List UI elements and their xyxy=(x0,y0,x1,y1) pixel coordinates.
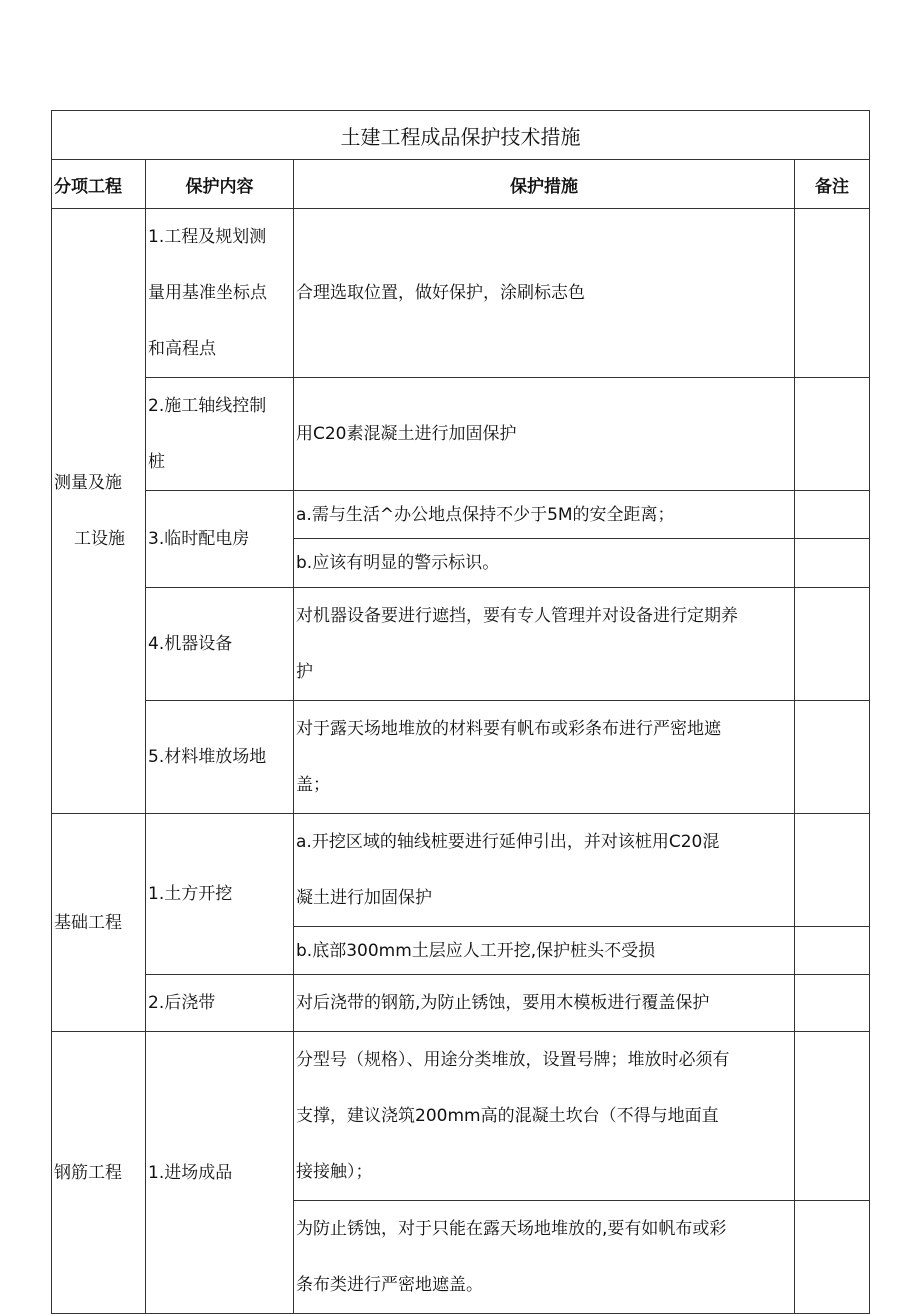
note-cell xyxy=(795,1201,870,1314)
category-survey-facilities xyxy=(52,209,146,814)
category-foundation: 基础工程 xyxy=(52,814,146,1032)
measure-line: 支撑，建议浇筑200mm高的混凝土坎台（不得与地面直 xyxy=(296,1106,719,1126)
content-cell xyxy=(146,209,294,378)
note-cell xyxy=(795,701,870,814)
measure-line: 为防止锈蚀，对于只能在露天场地堆放的,要有如帆布或彩 xyxy=(296,1219,727,1239)
content-cell: 3.临时配电房 xyxy=(146,491,294,588)
header-content: 保护内容 xyxy=(146,160,294,209)
note-cell xyxy=(795,1032,870,1201)
measure-cell xyxy=(294,701,795,814)
content-cell: 1.进场成品 xyxy=(146,1032,294,1314)
header-measures: 保护措施 xyxy=(294,160,795,209)
note-cell xyxy=(795,491,870,539)
category-line: 测量及施 xyxy=(54,473,122,493)
note-cell xyxy=(795,378,870,491)
note-cell xyxy=(795,927,870,975)
measure-cell: 用C20素混凝土进行加固保护 xyxy=(294,378,795,491)
measure-cell: 合理选取位置，做好保护，涂刷标志色 xyxy=(294,209,795,378)
header-notes: 备注 xyxy=(795,160,870,209)
note-cell xyxy=(795,814,870,927)
content-line: 和高程点 xyxy=(148,339,216,359)
category-rebar: 钢筋工程 xyxy=(52,1032,146,1314)
measure-line: 对机器设备要进行遮挡，要有专人管理并对设备进行定期养 xyxy=(296,606,738,626)
note-cell xyxy=(795,975,870,1032)
measure-line: 接接触）； xyxy=(296,1162,373,1182)
measure-cell: 对后浇带的钢筋,为防止锈蚀，要用木模板进行覆盖保护 xyxy=(294,975,795,1032)
content-line: 2.施工轴线控制 xyxy=(148,396,267,416)
measure-line: 凝土进行加固保护 xyxy=(296,888,432,908)
content-line: 量用基准坐标点 xyxy=(148,283,267,303)
measure-cell xyxy=(294,1201,795,1314)
measure-cell: b.应该有明显的警示标识。 xyxy=(294,539,795,588)
content-cell: 1.土方开挖 xyxy=(146,814,294,975)
header-category: 分项工程 xyxy=(52,160,146,209)
protection-measures-table xyxy=(51,110,870,1314)
content-line: 桩 xyxy=(148,452,165,472)
measure-cell xyxy=(294,588,795,701)
content-cell: 5.材料堆放场地 xyxy=(146,701,294,814)
content-line: 1.工程及规划测 xyxy=(148,227,267,247)
measure-line: 盖； xyxy=(296,775,330,795)
category-line: 工设施 xyxy=(74,529,125,549)
note-cell xyxy=(795,209,870,378)
measure-cell: a.需与生活^办公地点保持不少于5M的安全距离； xyxy=(294,491,795,539)
measure-line: 条布类进行严密地遮盖。 xyxy=(296,1275,483,1295)
content-cell xyxy=(146,378,294,491)
measure-cell: b.底部300mm土层应人工开挖,保护桩头不受损 xyxy=(294,927,795,975)
content-cell: 2.后浇带 xyxy=(146,975,294,1032)
note-cell xyxy=(795,588,870,701)
content-cell: 4.机器设备 xyxy=(146,588,294,701)
document-title: 土建工程成品保护技术措施 xyxy=(52,111,870,160)
measure-cell xyxy=(294,1032,795,1201)
measure-cell xyxy=(294,814,795,927)
measure-line: 护 xyxy=(296,662,313,682)
measure-line: a.开挖区域的轴线桩要进行延伸引出，并对该桩用C20混 xyxy=(296,832,720,852)
measure-line: 对于露天场地堆放的材料要有帆布或彩条布进行严密地遮 xyxy=(296,719,721,739)
note-cell xyxy=(795,539,870,588)
measure-line: 分型号（规格）、用途分类堆放，设置号牌；堆放时必须有 xyxy=(296,1050,730,1070)
